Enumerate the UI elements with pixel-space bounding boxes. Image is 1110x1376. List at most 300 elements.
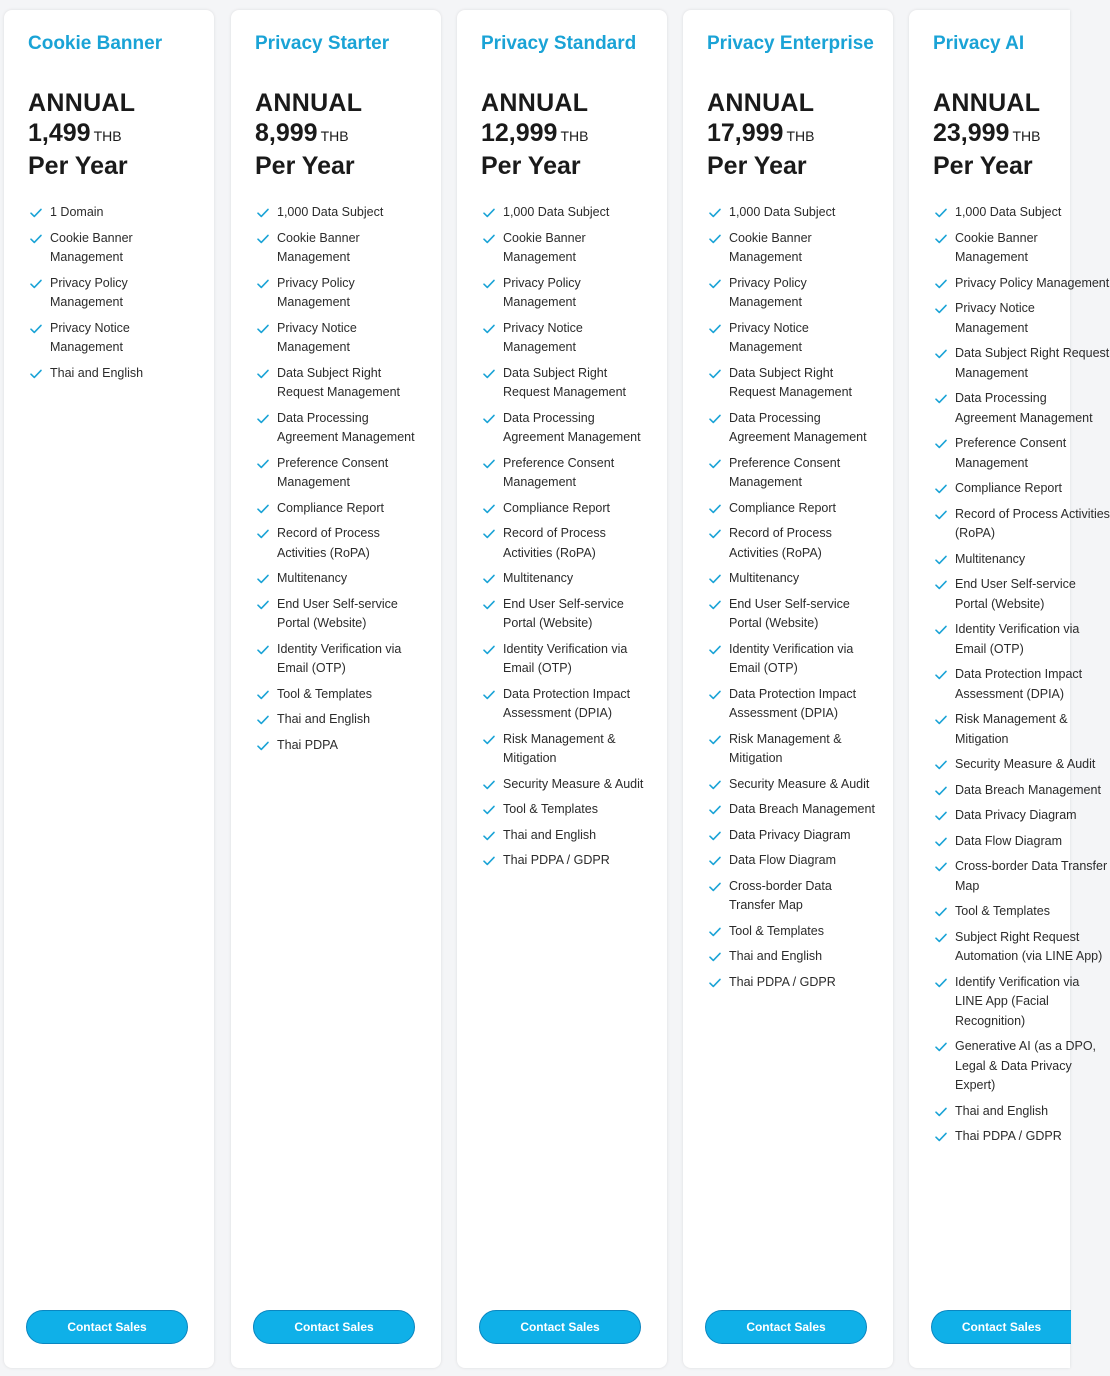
feature-label: 1 Domain [50, 205, 104, 219]
check-icon [935, 580, 947, 590]
feature-item [933, 1037, 1110, 1096]
feature-item [481, 499, 655, 519]
price-annual-label: ANNUAL [255, 89, 363, 117]
check-icon [483, 234, 495, 244]
feature-item [481, 730, 655, 769]
feature-item [933, 229, 1110, 268]
feature-item [255, 364, 429, 403]
feature-item [933, 479, 1110, 499]
feature-label: Thai and English [955, 1103, 1049, 1118]
check-icon [709, 504, 721, 514]
price-period: Per Year [481, 152, 581, 180]
check-icon [709, 831, 721, 841]
feature-label: Tool & Templates [503, 802, 598, 816]
feature-item [707, 274, 881, 313]
check-icon [709, 459, 721, 469]
feature-item [481, 274, 655, 313]
feature-list [255, 203, 429, 755]
check-icon [257, 690, 269, 700]
feature-item [933, 857, 1110, 896]
check-icon [935, 208, 947, 218]
feature-label: 1,000 Data Subject [955, 205, 1062, 219]
check-icon [483, 459, 495, 469]
feature-item [707, 730, 881, 769]
feature-item [28, 274, 202, 313]
feature-item [707, 800, 881, 820]
price-annual-label: ANNUAL [933, 89, 1041, 117]
check-icon [257, 600, 269, 610]
feature-item [707, 640, 881, 679]
check-icon [257, 234, 269, 244]
check-icon [709, 234, 721, 244]
feature-label: Cookie Banner Management [277, 230, 360, 264]
feature-label: 1,000 Data Subject [729, 205, 836, 219]
feature-item [933, 928, 1110, 967]
feature-item [481, 595, 655, 634]
price-block [255, 88, 429, 181]
check-icon [935, 715, 947, 725]
feature-label: Thai and English [503, 827, 597, 842]
check-icon [709, 208, 721, 218]
feature-list [707, 203, 881, 992]
price-currency: THB [1012, 128, 1041, 144]
feature-label: Identity Verification via Email (OTP) [955, 622, 1080, 656]
plan-card-privacy-ai [909, 10, 1110, 1368]
feature-label: Record of Process Activities (RoPA) [955, 506, 1110, 540]
feature-item [933, 755, 1110, 775]
feature-item [933, 344, 1110, 383]
check-icon [709, 574, 721, 584]
feature-label: Thai PDPA [277, 737, 338, 752]
feature-item [481, 454, 655, 493]
check-icon [935, 933, 947, 943]
check-icon [935, 1042, 947, 1052]
check-icon [257, 741, 269, 751]
feature-label: End User Self-service Portal (Website) [729, 596, 850, 630]
check-icon [935, 907, 947, 917]
check-icon [935, 837, 947, 847]
price-block [28, 88, 202, 181]
feature-label: Multitenancy [729, 571, 800, 585]
feature-item [481, 569, 655, 589]
feature-item [707, 229, 881, 268]
price-amount: 8,999 [255, 119, 318, 147]
feature-label: Data Processing Agreement Management [955, 391, 1093, 425]
price-line [255, 118, 429, 151]
price-block [933, 88, 1110, 181]
feature-item [255, 454, 429, 493]
check-icon [30, 208, 42, 218]
feature-item [707, 319, 881, 358]
feature-label: Privacy Notice Management [503, 320, 583, 354]
feature-item [933, 389, 1110, 428]
feature-item [933, 1102, 1110, 1122]
feature-label: Identity Verification via Email (OTP) [277, 641, 402, 675]
feature-item [255, 710, 429, 730]
feature-label: Multitenancy [955, 551, 1026, 566]
feature-item [933, 710, 1110, 749]
feature-label: Compliance Report [729, 500, 836, 515]
plan-card-content [707, 32, 881, 998]
feature-item [481, 851, 655, 871]
plan-name: Cookie Banner [28, 33, 163, 54]
feature-label: Security Measure & Audit [729, 776, 870, 791]
feature-label: Data Flow Diagram [729, 853, 836, 867]
check-icon [709, 279, 721, 289]
feature-item [707, 775, 881, 795]
check-icon [709, 369, 721, 379]
feature-label: Thai and English [50, 365, 144, 380]
check-icon [935, 510, 947, 520]
feature-item [255, 595, 429, 634]
feature-label: Data Protection Impact Assessment (DPIA) [729, 686, 857, 720]
feature-label: Data Breach Management [729, 802, 875, 816]
feature-item [481, 319, 655, 358]
check-icon [935, 670, 947, 680]
price-amount: 1,499 [28, 119, 91, 147]
feature-item [707, 973, 881, 993]
feature-list [481, 203, 655, 871]
check-icon [483, 600, 495, 610]
feature-label: Security Measure & Audit [503, 776, 644, 791]
plan-name: Privacy Starter [255, 33, 390, 54]
feature-item [481, 685, 655, 724]
price-annual-label: ANNUAL [707, 89, 815, 117]
feature-item [933, 902, 1110, 922]
check-icon [257, 715, 269, 725]
feature-item [255, 319, 429, 358]
feature-item [933, 434, 1110, 473]
feature-label: Risk Management & Mitigation [729, 731, 842, 765]
check-icon [935, 234, 947, 244]
check-icon [483, 208, 495, 218]
feature-label: Preference Consent Management [503, 455, 615, 489]
check-icon [30, 369, 42, 379]
feature-label: Identity Verification via Email (OTP) [503, 641, 628, 675]
check-icon [935, 304, 947, 314]
price-period: Per Year [28, 152, 128, 180]
feature-label: Data Protection Impact Assessment (DPIA) [503, 686, 631, 720]
check-icon [483, 645, 495, 655]
feature-label: Privacy Policy Management [955, 275, 1110, 290]
feature-item [707, 826, 881, 846]
contact-sales-button[interactable]: Contact Sales [931, 1310, 1071, 1344]
feature-label: Privacy Notice Management [50, 320, 130, 354]
check-icon [935, 349, 947, 359]
feature-item [255, 409, 429, 448]
feature-label: Privacy Policy Management [503, 275, 581, 309]
feature-item [481, 409, 655, 448]
feature-label: Thai and English [277, 712, 371, 726]
price-line [933, 118, 1110, 151]
feature-item [933, 832, 1110, 852]
feature-item [255, 640, 429, 679]
feature-item [933, 973, 1110, 1032]
feature-item [933, 299, 1110, 338]
feature-item [933, 1127, 1110, 1147]
feature-list [933, 203, 1110, 1147]
price-currency: THB [93, 128, 122, 144]
feature-label: Cross-border Data Transfer Map [955, 859, 1108, 893]
check-icon [30, 279, 42, 289]
check-icon [257, 459, 269, 469]
plan-card-privacy-standard [457, 10, 667, 1368]
feature-label: Data Protection Impact Assessment (DPIA) [955, 667, 1083, 701]
feature-item [707, 569, 881, 589]
check-icon [709, 805, 721, 815]
feature-label: Risk Management & Mitigation [955, 712, 1068, 746]
check-icon [709, 856, 721, 866]
check-icon [483, 529, 495, 539]
check-icon [709, 690, 721, 700]
check-icon [483, 574, 495, 584]
feature-label: Data Privacy Diagram [729, 827, 851, 842]
feature-label: Tool & Templates [955, 904, 1050, 918]
feature-label: Data Flow Diagram [955, 833, 1062, 848]
check-icon [709, 414, 721, 424]
contact-sales-button[interactable]: Contact Sales [479, 1310, 641, 1344]
check-icon [709, 780, 721, 790]
check-icon [483, 414, 495, 424]
feature-label: 1,000 Data Subject [503, 205, 610, 219]
check-icon [257, 645, 269, 655]
feature-item [255, 203, 429, 223]
feature-label: Compliance Report [277, 500, 384, 515]
feature-label: Data Subject Right Request Management [955, 346, 1110, 380]
check-icon [935, 279, 947, 289]
price-currency: THB [786, 128, 815, 144]
check-icon [483, 504, 495, 514]
feature-label: Cookie Banner Management [729, 230, 812, 264]
feature-item [481, 640, 655, 679]
plan-card-cookie-banner [4, 10, 214, 1368]
check-icon [483, 369, 495, 379]
check-icon [257, 369, 269, 379]
price-amount: 12,999 [481, 119, 558, 147]
plan-card-content [28, 32, 202, 389]
check-icon [935, 484, 947, 494]
feature-label: Record of Process Activities (RoPA) [277, 526, 380, 560]
plan-card-content [481, 32, 655, 877]
feature-label: Cookie Banner Management [955, 230, 1038, 264]
check-icon [483, 279, 495, 289]
feature-label: Compliance Report [503, 500, 610, 515]
check-icon [709, 735, 721, 745]
check-icon [709, 927, 721, 937]
feature-label: End User Self-service Portal (Website) [955, 577, 1076, 611]
feature-label: Multitenancy [503, 571, 574, 585]
feature-label: 1,000 Data Subject [277, 205, 384, 219]
feature-label: Identify Verification via LINE App (Facial Recognition) [955, 974, 1080, 1028]
check-icon [935, 760, 947, 770]
check-icon [257, 208, 269, 218]
feature-label: Data Processing Agreement Management [729, 410, 867, 444]
feature-label: Compliance Report [955, 481, 1062, 495]
feature-item [481, 800, 655, 820]
feature-item [707, 922, 881, 942]
check-icon [257, 324, 269, 334]
check-icon [709, 978, 721, 988]
feature-label: Identity Verification via Email (OTP) [729, 641, 854, 675]
feature-label: Preference Consent Management [277, 455, 389, 489]
plan-card-content [933, 32, 1110, 1153]
feature-item [707, 851, 881, 871]
feature-item [28, 229, 202, 268]
feature-label: Preference Consent Management [955, 436, 1067, 470]
plan-card-privacy-enterprise [683, 10, 893, 1368]
feature-label: Privacy Policy Management [50, 275, 128, 309]
check-icon [709, 324, 721, 334]
feature-item [707, 364, 881, 403]
check-icon [257, 574, 269, 584]
feature-label: Generative AI (as a DPO, Legal & Data Privacy Expert) [955, 1039, 1097, 1092]
price-currency: THB [320, 128, 349, 144]
feature-label: Record of Process Activities (RoPA) [503, 526, 606, 560]
feature-item [255, 229, 429, 268]
feature-label: End User Self-service Portal (Website) [277, 596, 398, 630]
feature-item [707, 877, 881, 916]
feature-label: Data Privacy Diagram [955, 808, 1077, 822]
plan-name: Privacy Enterprise [707, 33, 874, 54]
price-amount: 23,999 [933, 119, 1010, 147]
check-icon [935, 555, 947, 565]
check-icon [483, 856, 495, 866]
feature-label: Risk Management & Mitigation [503, 731, 616, 765]
feature-item [933, 620, 1110, 659]
feature-item [707, 454, 881, 493]
feature-item [707, 409, 881, 448]
check-icon [483, 780, 495, 790]
feature-item [481, 364, 655, 403]
price-amount: 17,999 [707, 119, 784, 147]
feature-label: Cross-border Data Transfer Map [729, 878, 832, 912]
contact-sales-button[interactable]: Contact Sales [26, 1310, 188, 1344]
check-icon [709, 600, 721, 610]
feature-item [255, 524, 429, 563]
check-icon [935, 786, 947, 796]
price-annual-label: ANNUAL [28, 89, 136, 117]
feature-label: Multitenancy [277, 571, 348, 585]
feature-item [707, 685, 881, 724]
feature-item [707, 595, 881, 634]
feature-item [255, 274, 429, 313]
feature-item [28, 203, 202, 223]
feature-label: Data Processing Agreement Management [503, 410, 641, 444]
contact-sales-button[interactable]: Contact Sales [253, 1310, 415, 1344]
feature-item [255, 569, 429, 589]
feature-label: Privacy Policy Management [277, 275, 355, 309]
price-line [481, 118, 655, 151]
feature-item [255, 499, 429, 519]
feature-label: Data Subject Right Request Management [503, 365, 626, 399]
feature-label: Thai PDPA / GDPR [955, 1129, 1062, 1143]
feature-label: Privacy Notice Management [955, 301, 1035, 335]
feature-label: Data Breach Management [955, 782, 1101, 797]
feature-item [707, 524, 881, 563]
check-icon [935, 811, 947, 821]
feature-item [933, 274, 1110, 294]
feature-label: Cookie Banner Management [503, 230, 586, 264]
feature-item [481, 229, 655, 268]
feature-item [707, 947, 881, 967]
feature-label: End User Self-service Portal (Website) [503, 596, 624, 630]
check-icon [935, 394, 947, 404]
feature-item [933, 665, 1110, 704]
plan-name: Privacy Standard [481, 33, 637, 54]
feature-item [707, 203, 881, 223]
check-icon [483, 735, 495, 745]
feature-label: Data Subject Right Request Management [277, 365, 400, 399]
feature-item [933, 550, 1110, 570]
plan-card-privacy-starter [231, 10, 441, 1368]
feature-label: Thai PDPA / GDPR [503, 853, 610, 867]
price-period: Per Year [707, 152, 807, 180]
contact-sales-button[interactable]: Contact Sales [705, 1310, 867, 1344]
price-block [707, 88, 881, 181]
feature-item [255, 736, 429, 756]
price-period: Per Year [255, 152, 355, 180]
check-icon [30, 324, 42, 334]
feature-list [28, 203, 202, 383]
price-currency: THB [560, 128, 589, 144]
feature-item [28, 319, 202, 358]
feature-label: Security Measure & Audit [955, 757, 1096, 771]
check-icon [709, 952, 721, 962]
feature-label: Cookie Banner Management [50, 230, 133, 264]
check-icon [935, 1107, 947, 1117]
feature-label: Thai and English [729, 949, 823, 963]
feature-item [481, 775, 655, 795]
feature-item [933, 575, 1110, 614]
feature-item [933, 505, 1110, 544]
feature-label: Tool & Templates [277, 686, 372, 701]
feature-label: Subject Right Request Automation (via LINE App) [955, 929, 1103, 963]
check-icon [935, 862, 947, 872]
check-icon [935, 1132, 947, 1142]
feature-item [481, 203, 655, 223]
feature-item [481, 524, 655, 563]
feature-item [933, 203, 1110, 223]
feature-item [933, 781, 1110, 801]
check-icon [483, 324, 495, 334]
feature-label: Data Processing Agreement Management [277, 410, 415, 444]
check-icon [483, 831, 495, 841]
plan-card-content [255, 32, 429, 761]
check-icon [257, 279, 269, 289]
feature-label: Data Subject Right Request Management [729, 365, 852, 399]
check-icon [257, 414, 269, 424]
feature-label: Privacy Notice Management [729, 320, 809, 354]
price-line [707, 118, 881, 151]
feature-label: Privacy Policy Management [729, 275, 807, 309]
check-icon [935, 625, 947, 635]
plan-name: Privacy AI [933, 33, 1025, 54]
feature-item [481, 826, 655, 846]
feature-label: Record of Process Activities (RoPA) [729, 526, 832, 560]
feature-item [933, 806, 1110, 826]
check-icon [483, 805, 495, 815]
check-icon [257, 504, 269, 514]
check-icon [709, 529, 721, 539]
feature-item [28, 364, 202, 384]
check-icon [483, 690, 495, 700]
price-block [481, 88, 655, 181]
check-icon [709, 645, 721, 655]
check-icon [709, 882, 721, 892]
check-icon [935, 439, 947, 449]
price-annual-label: ANNUAL [481, 89, 589, 117]
feature-label: Preference Consent Management [729, 455, 841, 489]
